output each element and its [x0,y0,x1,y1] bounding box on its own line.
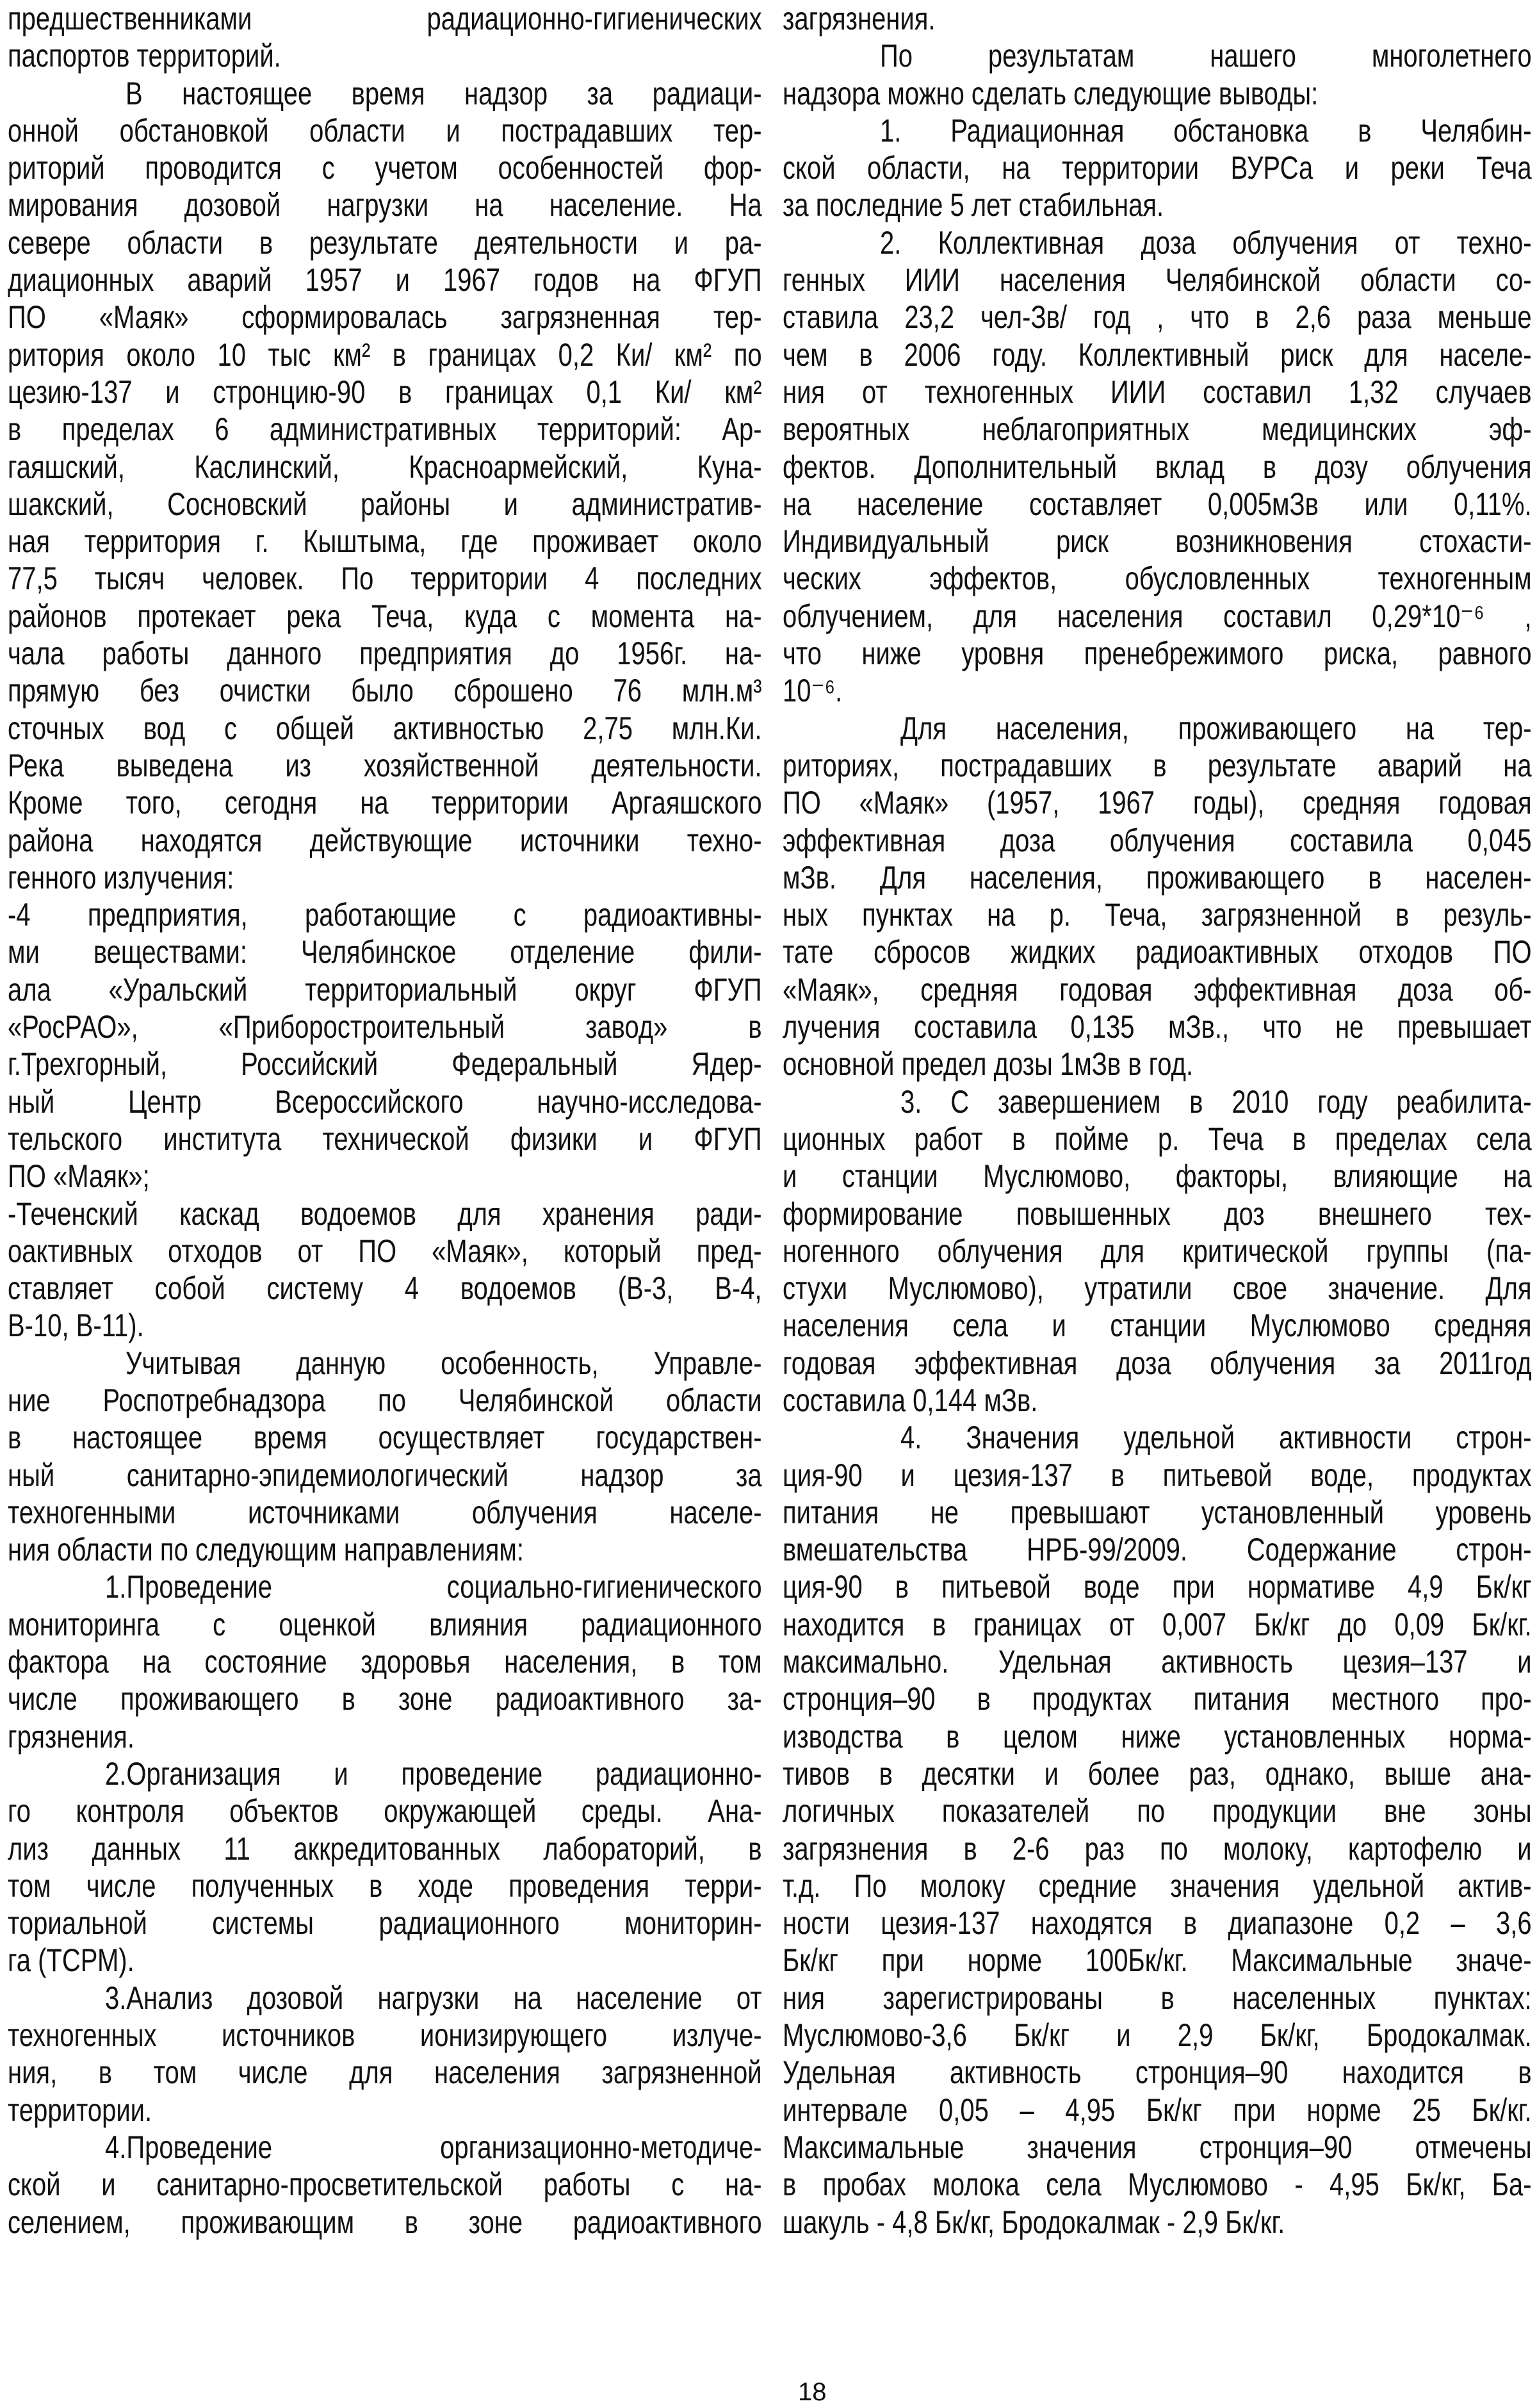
text-line: эффективная доза облучения составила 0,045 [783,822,1532,858]
text-line: ных пунктах на р. Теча, загрязненной в резуль- [783,897,1532,933]
paragraph [8,0,762,75]
text-line: вмешательства НРБ-99/2009. Содержание строн- [783,1532,1532,1568]
text-line: ние Роспотребнадзора по Челябинской области [8,1382,762,1418]
text-line: ПО «Маяк» (1957, 1967 годы), средняя годовая [783,785,1532,821]
paragraph [783,112,1532,224]
text-line: «РосРАО», «Приборостроительный завод» в [8,1009,762,1045]
text-line: прямую без очистки было сброшено 76 млн.м³ [8,673,762,709]
text-line: генных ИИИ населения Челябинской области со- [783,262,1532,299]
paragraph [783,0,1532,37]
text-line: ставила 23,2 чел-Зв/ год , что в 2,6 раза меньше [783,299,1532,336]
paragraph [8,1195,762,1345]
text-line: логичных показателей по продукции вне зоны [783,1793,1532,1830]
text-line: основной предел дозы 1мЗв в год. [783,1046,1194,1083]
text-line: стронция–90 в продуктах питания местного про- [783,1681,1532,1717]
text-line: ный Центр Всероссийского научно-исследова- [8,1083,762,1120]
text-line: 3. С завершением в 2010 году реабилита- [900,1083,1532,1120]
text-line: ской и санитарно-просветительской работы с на- [8,2166,762,2203]
text-line: числе проживающего в зоне радиоактивного за- [8,1681,762,1717]
text-line: диационных аварий 1957 и 1967 годов на ФГУП [8,262,762,299]
text-line: ности цезия-137 находятся в диапазоне 0,2 – 3,6 [783,1905,1532,1942]
text-line: мониторинга с оценкой влияния радиационного [8,1606,762,1642]
text-line: предшественниками радиационно-гигиенических [8,1,762,37]
paragraph [8,1345,762,1569]
text-line: в пределах 6 административных территорий: Ар- [8,411,762,448]
text-line: шакский, Сосновский районы и административ- [8,486,762,522]
text-line: 1.Проведение социально-гигиенического [105,1569,762,1605]
text-line: мЗв. Для населения, проживающего в населен- [783,859,1532,896]
text-line: ческих эффектов, обусловленных техногенным [783,561,1532,597]
text-line: По результатам нашего многолетнего [880,38,1532,74]
text-line: ми веществами: Челябинское отделение фили- [8,934,762,971]
text-line: что ниже уровня пренебрежимого риска, равного [783,635,1532,672]
text-line: в настоящее время осуществляет государствен- [8,1420,762,1456]
text-line: 3.Анализ дозовой нагрузки на население от [105,1979,762,2016]
text-line: тивов в десятки и более раз, однако, выше ана- [783,1755,1532,1792]
text-line: генного излучения: [8,859,234,896]
text-line: Удельная активность стронция–90 находится в [783,2054,1532,2091]
text-line: т.д. По молоку средние значения удельной актив- [783,1867,1532,1904]
paragraph [8,2129,762,2241]
text-line: облучением, для населения составил 0,29*10⁻⁶ , [783,598,1532,634]
paragraph [8,1568,762,1755]
text-line: ния области по следующим направлениям: [8,1532,524,1568]
text-line: 10⁻⁶. [783,673,843,709]
text-line: районов протекает река Теча, куда с момента на- [8,598,762,634]
text-line: населения села и станции Муслюмово средняя [783,1307,1532,1344]
text-line: селением, проживающим в зоне радиоактивного [8,2204,762,2240]
text-line: Индивидуальный риск возникновения стохасти- [783,523,1532,560]
text-line: оактивных отходов от ПО «Маяк», который пред- [8,1233,762,1269]
text-line: Учитывая данную особенность, Управле- [126,1345,762,1381]
text-line: ная территория г. Кыштыма, где проживает около [8,523,762,560]
text-line: сточных вод с общей активностью 2,75 млн.Ки. [8,710,762,746]
paragraph [8,1755,762,1979]
text-line: ния от техногенных ИИИ составил 1,32 случаев [783,373,1532,410]
text-line: фактора на состояние здоровья населения, в том [8,1644,762,1680]
text-line: ния, в том числе для населения загрязненной [8,2054,762,2091]
text-line: ция-90 и цезия-137 в питьевой воде, продуктах [783,1457,1532,1493]
text-line: мирования дозовой нагрузки на население. На [8,187,762,224]
text-line: Бк/кг при норме 100Бк/кг. Максимальные значе- [783,1942,1532,1979]
text-line: максимально. Удельная активность цезия–137 и [783,1644,1532,1680]
text-line: техногенными источниками облучения населе- [8,1494,762,1530]
paragraph [783,37,1532,112]
text-line: чала работы данного предприятия до 1956г. на- [8,635,762,672]
text-line: вероятных неблагоприятных медицинских эф- [783,411,1532,448]
left-column [8,0,762,2241]
text-line: ния зарегистрированы в населенных пунктах: [783,1979,1532,2016]
paragraph [783,710,1532,1083]
text-line: интервале 0,05 – 4,95 Бк/кг при норме 25 Бк/кг. [783,2092,1532,2128]
text-line: В настоящее время надзор за радиаци- [126,75,762,111]
text-line: том числе полученных в ходе проведения терри- [8,1867,762,1904]
right-column [783,0,1532,2241]
text-line: «Маяк», средняя годовая эффективная доза об- [783,971,1532,1008]
text-line: ный санитарно-эпидемиологический надзор за [8,1457,762,1493]
text-line: ской области, на территории ВУРСа и реки Теча [783,150,1532,186]
text-line: изводства в целом ниже установленных норма- [783,1718,1532,1755]
text-line: надзора можно сделать следующие выводы: [783,75,1319,111]
text-line: на население составляет 0,005мЗв или 0,11%. [783,486,1532,522]
text-line: района находятся действующие источники техно- [8,822,762,858]
text-line: 77,5 тысяч человек. По территории 4 последних [8,561,762,597]
text-line: грязнения. [8,1718,134,1755]
text-line: цезию-137 и стронцию-90 в границах 0,1 Ки/ км² [8,373,762,410]
text-line: га (ТСРМ). [8,1942,134,1979]
text-line: годовая эффективная доза облучения за 2011год [783,1345,1532,1381]
text-line: Кроме того, сегодня на территории Аргаяшского [8,785,762,821]
text-line: загрязнения в 2-6 раз по молоку, картофелю и [783,1830,1532,1867]
text-line: онной обстановкой области и пострадавших тер- [8,112,762,149]
text-line: ПО «Маяк»; [8,1158,150,1195]
text-line: стухи Муслюмово), утратили свое значение. Для [783,1270,1532,1307]
paragraph [8,75,762,897]
text-line: в пробах молока села Муслюмово - 4,95 Бк/кг, Ба- [783,2166,1532,2203]
text-line: загрязнения. [783,1,936,37]
text-line: ногенного облучения для критической группы (па- [783,1233,1532,1269]
paragraph [8,896,762,1195]
text-line: В-10, В-11). [8,1307,144,1344]
text-line: техногенных источников ионизирующего излуче- [8,2017,762,2054]
text-line: риториях, пострадавших в результате аварий на [783,747,1532,783]
text-line: Река выведена из хозяйственной деятельности. [8,747,762,783]
text-line: питания не превышают установленный уровень [783,1494,1532,1530]
text-line: ала «Уральский территориальный округ ФГУП [8,971,762,1008]
text-line: тельского института технической физики и ФГУП [8,1120,762,1157]
text-line: 4. Значения удельной активности строн- [900,1420,1532,1456]
text-line: лиз данных 11 аккредитованных лабораторий, в [8,1830,762,1867]
text-line: тате сбросов жидких радиоактивных отходов ПО [783,934,1532,971]
text-line: составила 0,144 мЗв. [783,1382,1038,1418]
text-line: паспортов территорий. [8,38,281,74]
page-number: 18 [798,2378,827,2406]
text-line: шакуль - 4,8 Бк/кг, Бродокалмак - 2,9 Бк/кг. [783,2204,1285,2240]
text-line: за последние 5 лет стабильная. [783,187,1164,224]
text-line: Для населения, проживающего на тер- [900,710,1532,746]
text-line: и станции Муслюмово, факторы, влияющие на [783,1158,1532,1195]
text-line: 1. Радиационная обстановка в Челябин- [880,112,1532,149]
text-line: фектов. Дополнительный вклад в дозу облучения [783,448,1532,485]
text-line: чем в 2006 году. Коллективный риск для населе- [783,336,1532,373]
text-line: ториальной системы радиационного мониторин- [8,1905,762,1942]
text-line: г.Трехгорный, Российский Федеральный Ядер- [8,1046,762,1083]
paragraph [783,1083,1532,1420]
text-line: 4.Проведение организационно-методиче- [105,2129,762,2165]
text-line: -4 предприятия, работающие с радиоактивны- [8,897,762,933]
paragraph [783,1419,1532,2241]
text-line: 2.Организация и проведение радиационно- [105,1755,762,1792]
text-line: находится в границах от 0,007 Бк/кг до 0,09 Бк/кг. [783,1606,1532,1642]
text-line: -Теченский каскад водоемов для хранения ради- [8,1195,762,1232]
text-line: лучения составила 0,135 мЗв., что не превышает [783,1009,1532,1045]
text-line: ритория около 10 тыс км² в границах 0,2 Ки/ км² по [8,336,762,373]
text-line: Муслюмово-3,6 Бк/кг и 2,9 Бк/кг, Бродокалмак. [783,2017,1532,2054]
text-line: го контроля объектов окружающей среды. Ана- [8,1793,762,1830]
text-line: ция-90 в питьевой воде при нормативе 4,9 Бк/кг [783,1569,1532,1605]
text-line: севере области в результате деятельности и ра- [8,224,762,261]
text-line: гаяшский, Каслинский, Красноармейский, Куна- [8,448,762,485]
text-line: Максимальные значения стронция–90 отмечены [783,2129,1532,2165]
text-line: риторий проводится с учетом особенностей фор- [8,150,762,186]
paragraph [783,224,1532,710]
text-line: ционных работ в пойме р. Теча в пределах села [783,1120,1532,1157]
text-line: ставляет собой систему 4 водоемов (В-3, В-4, [8,1270,762,1307]
text-line: территории. [8,2092,152,2128]
text-line: формирование повышенных доз внешнего тех- [783,1195,1532,1232]
text-line: ПО «Маяк» сформировалась загрязненная тер- [8,299,762,336]
paragraph [8,1979,762,2129]
text-line: 2. Коллективная доза облучения от техно- [880,224,1532,261]
